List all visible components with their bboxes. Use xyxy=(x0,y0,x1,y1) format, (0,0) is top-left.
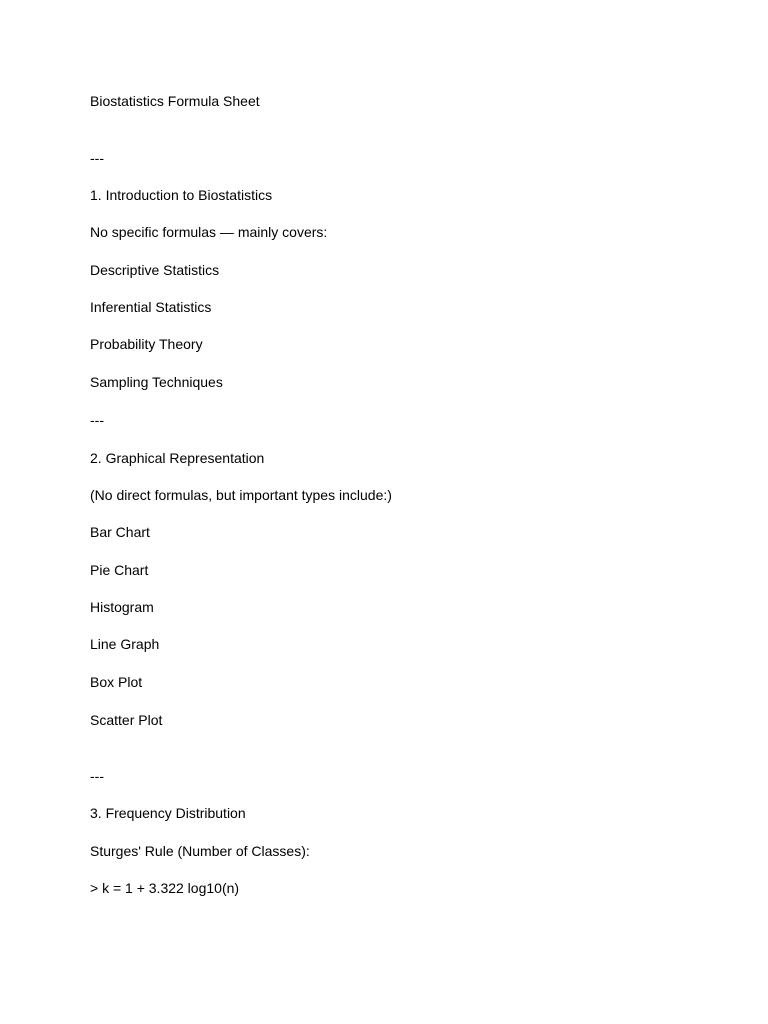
document-title: Biostatistics Formula Sheet xyxy=(90,93,260,109)
section-heading: 3. Frequency Distribution xyxy=(90,805,246,821)
section-heading: 2. Graphical Representation xyxy=(90,450,265,466)
section-intro: No specific formulas — mainly covers: xyxy=(90,224,328,240)
list-item: Line Graph xyxy=(90,636,160,652)
section-intro: (No direct formulas, but important types include:) xyxy=(90,487,392,503)
section-heading: 1. Introduction to Biostatistics xyxy=(90,187,273,203)
separator: --- xyxy=(90,412,104,428)
list-item: Bar Chart xyxy=(90,524,150,540)
separator: --- xyxy=(90,150,104,166)
list-item: Inferential Statistics xyxy=(90,299,212,315)
formula: > k = 1 + 3.322 log10(n) xyxy=(90,880,240,896)
list-item: Sampling Techniques xyxy=(90,374,223,390)
list-item: Probability Theory xyxy=(90,336,203,352)
list-item: Scatter Plot xyxy=(90,712,163,728)
separator: --- xyxy=(90,768,104,784)
list-item: Descriptive Statistics xyxy=(90,262,220,278)
list-item: Pie Chart xyxy=(90,562,149,578)
list-item: Box Plot xyxy=(90,674,143,690)
rule-label: Sturges' Rule (Number of Classes): xyxy=(90,843,310,859)
list-item: Histogram xyxy=(90,599,154,615)
